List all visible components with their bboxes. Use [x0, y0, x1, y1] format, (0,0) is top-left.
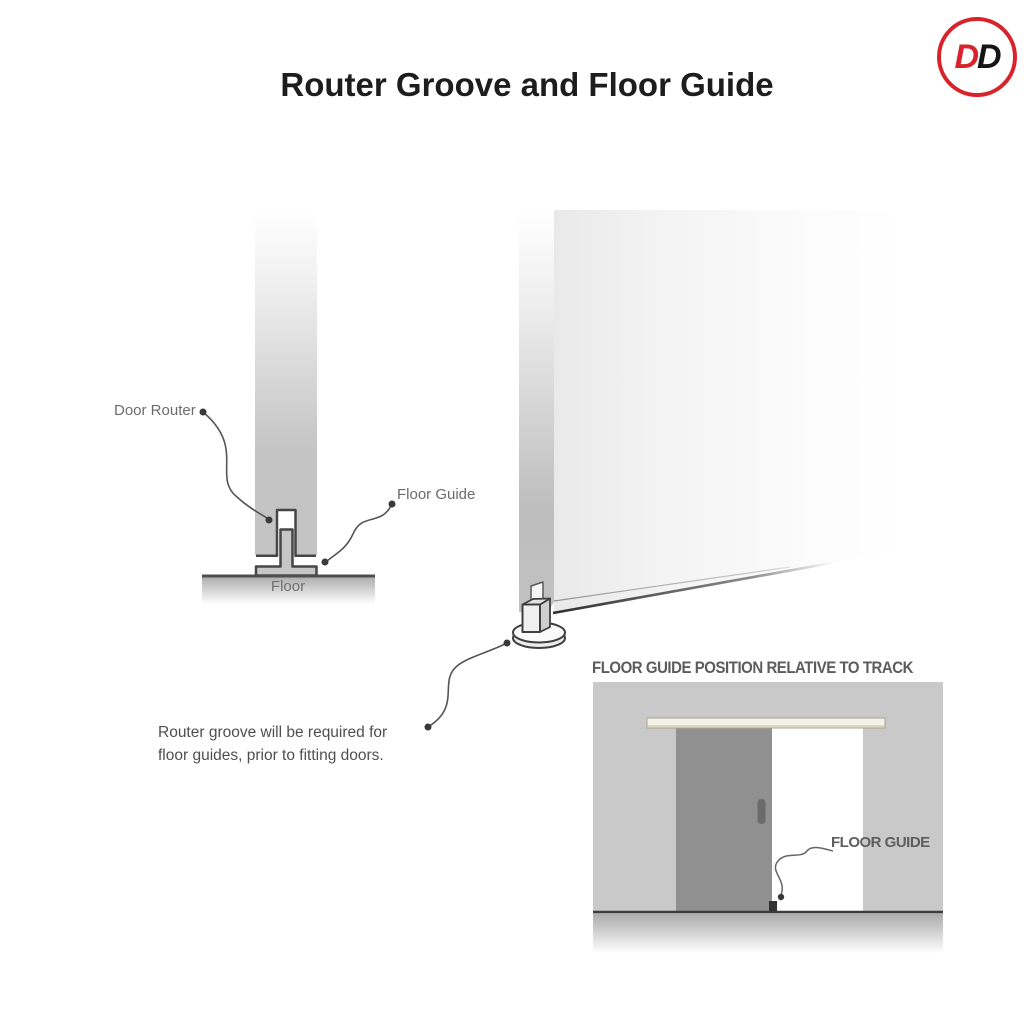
leader-dot: [504, 640, 511, 647]
door-cross-section: [255, 210, 317, 555]
page-title: Router Groove and Floor Guide: [280, 66, 774, 103]
leader-dot: [778, 894, 784, 900]
leader-dot: [425, 724, 432, 731]
annotation-line-2: floor guides, prior to fitting doors.: [158, 746, 384, 764]
leader-dot: [200, 409, 207, 416]
inset-doorway: [772, 727, 863, 912]
bracket-front-face: [523, 605, 541, 633]
right-diagram: [425, 210, 906, 731]
annotation-line-1: Router groove will be required for: [158, 724, 388, 741]
inset-floor-guide-label: FLOOR GUIDE: [831, 834, 930, 851]
leader-dot: [266, 517, 273, 524]
inset-floor-shadow: [593, 914, 943, 954]
floor-guide-leader-line: [322, 501, 396, 566]
inset-track: [647, 718, 885, 728]
left-diagram: [200, 210, 396, 604]
door-router-label: Door Router: [114, 402, 196, 419]
floor-label: Floor: [270, 578, 306, 595]
inset-title: FLOOR GUIDE POSITION RELATIVE TO TRACK: [592, 658, 914, 677]
door-edge-strip: [519, 210, 554, 612]
logo-letter-d-black: D: [977, 38, 1000, 76]
inset-diagram: [593, 682, 943, 954]
annotation-leader-line: [425, 640, 511, 731]
leader-dot: [322, 559, 329, 566]
leader-dot: [389, 501, 396, 508]
inset-door-handle: [758, 799, 766, 824]
annotation-text: [158, 722, 387, 767]
door-face: [554, 210, 905, 612]
logo-letter-d-red: D: [954, 38, 977, 76]
inset-floor-guide-marker: [769, 901, 777, 911]
dd-logo: [937, 17, 1017, 97]
floor-guide-label: Floor Guide: [397, 486, 476, 503]
